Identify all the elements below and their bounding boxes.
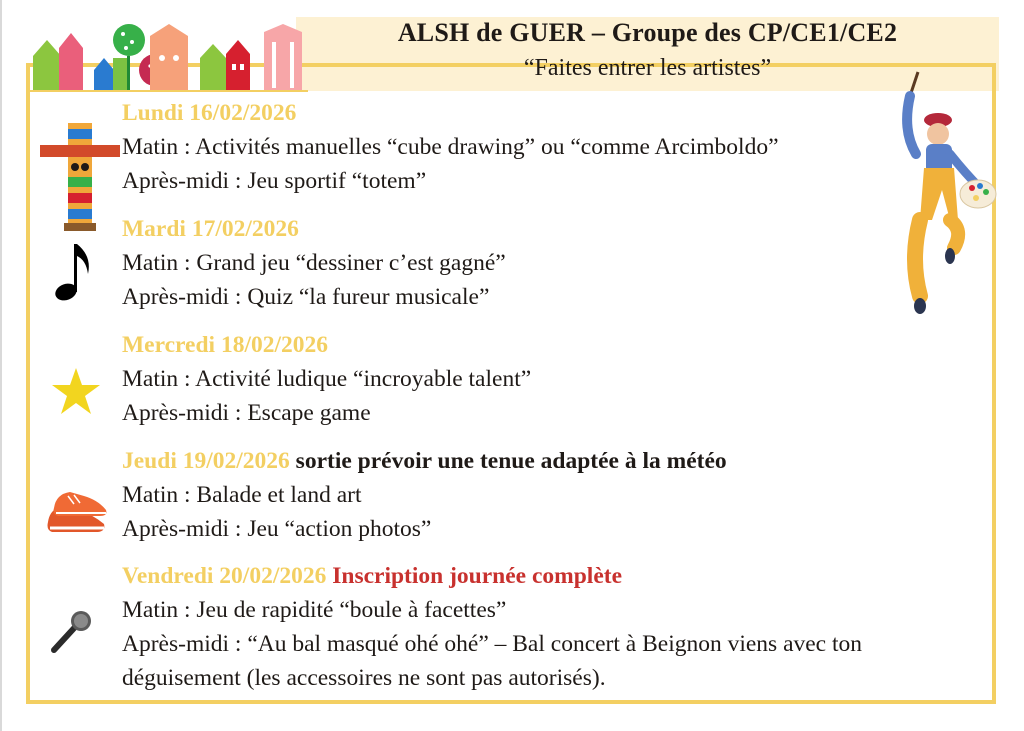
colorful-houses-illustration: [28, 20, 308, 92]
totem-icon: [40, 123, 120, 233]
day-block-jeudi: [122, 444, 727, 546]
day-block-mardi: [122, 212, 506, 314]
music-note-icon: [54, 240, 94, 304]
day-block-vendredi: [122, 559, 862, 695]
day-block-mercredi: [122, 328, 531, 430]
activity-line: Matin : Grand jeu “dessiner c’est gagné”: [122, 250, 506, 276]
activity-line: Après-midi : Escape game: [122, 400, 371, 426]
day-heading: Jeudi 19/02/2026: [122, 448, 290, 474]
star-icon: [50, 366, 102, 418]
page-subtitle: “Faites entrer les artistes”: [523, 55, 772, 81]
page-edge: [0, 0, 2, 731]
activity-line: déguisement (les accessoires ne sont pas autorisés).: [122, 665, 606, 691]
activity-line: Matin : Activités manuelles “cube drawing” ou “comme Arcimboldo”: [122, 134, 779, 160]
page-title: ALSH de GUER – Groupe des CP/CE1/CE2: [397, 18, 898, 47]
day-note: sortie prévoir une tenue adaptée à la météo: [295, 448, 727, 474]
day-heading: Vendredi 20/02/2026: [122, 563, 327, 589]
activity-line: Après-midi : “Au bal masqué ohé ohé” – Bal concert à Beignon viens avec ton: [122, 631, 863, 657]
activity-line: Après-midi : Jeu sportif “totem”: [122, 168, 427, 194]
activity-line: Matin : Activité ludique “incroyable talent”: [122, 366, 532, 392]
day-block-lundi: [122, 96, 779, 198]
sneakers-icon: [44, 486, 110, 540]
painter-illustration: [880, 70, 1000, 320]
day-note-alert: Inscription journée complète: [332, 563, 623, 589]
day-heading: Mardi 17/02/2026: [122, 216, 299, 242]
microphone-icon: [48, 608, 94, 654]
activity-line: Matin : Jeu de rapidité “boule à facettes”: [122, 597, 507, 623]
activity-line: Après-midi : Jeu “action photos”: [122, 516, 432, 542]
day-heading: Mercredi 18/02/2026: [122, 332, 329, 358]
activity-line: Après-midi : Quiz “la fureur musicale”: [122, 284, 490, 310]
activity-line: Matin : Balade et land art: [122, 482, 362, 508]
day-heading: Lundi 16/02/2026: [122, 100, 297, 126]
